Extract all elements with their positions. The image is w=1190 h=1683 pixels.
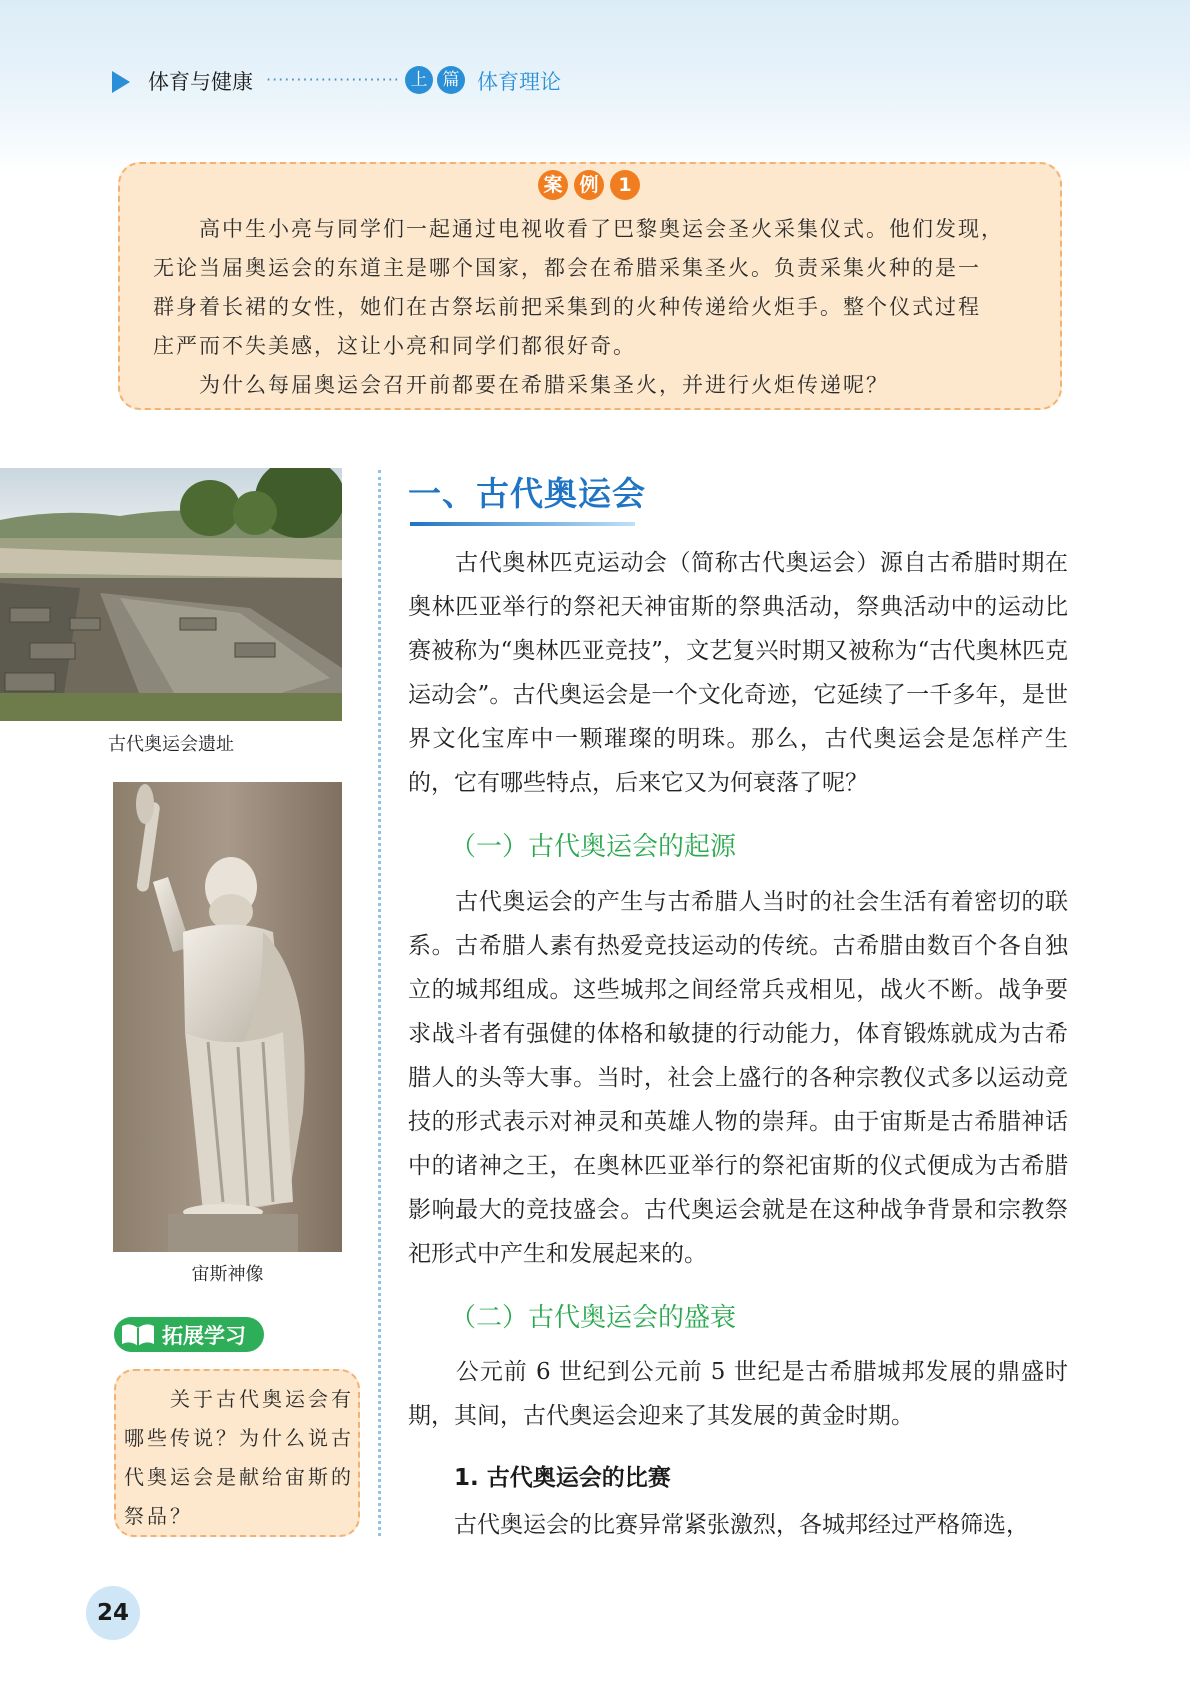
subsubsection-title: 1. 古代奥运会的比赛 (454, 1465, 671, 1491)
header-dots: ······················ (266, 70, 400, 89)
section-title: 一、古代奥运会 (408, 474, 646, 513)
book-title: 体育与健康 (148, 70, 253, 94)
case-label (538, 170, 640, 200)
case-line: 庄严而不失美感，这让小亮和同学们都很好奇。 (153, 334, 636, 358)
ancient-olympia-site-photo (0, 468, 342, 721)
play-arrow-icon (112, 71, 130, 93)
subsection-origin-text: 古代奥运会的产生与古希腊人当时的社会生活有着密切的联系。古希腊人素有热爱竞技运动的传统。古希腊由数百个各自独立的城邦组成。这些城邦之间经常兵戎相见，战火不断。战争要求战斗者有强健的体格和敏捷的行动能力，体育锻炼就成为古希腊人的头等大事。当时，社会上盛行的各种宗教仪式多以运动竞技的形式表示对神灵和英雄人物的崇拜。由于宙斯是古希腊神话中的诸神之王，在奥林匹亚举行的祭祀宙斯的仪式便成为古希腊影响最大的竞技盛会。古代奥运会就是在这种战争背景和宗教祭祀形式中产生和发展起来的。 (408, 889, 1068, 1267)
part-char-2: 篇 (437, 66, 465, 94)
open-book-icon (120, 1322, 156, 1348)
subsection-title-origin: （一）古代奥运会的起源 (450, 832, 737, 862)
page-number: 24 (86, 1586, 140, 1640)
site-caption: 古代奥运会遗址 (108, 734, 234, 755)
subsubsection-text: 古代奥运会的比赛异常紧张激烈，各城邦经过严格筛选， (408, 1512, 1029, 1538)
part-char-1: 上 (405, 66, 433, 94)
subsection-title-rise-fall: （二）古代奥运会的盛衰 (450, 1303, 737, 1333)
section-title-underline (410, 522, 635, 526)
case-line: 高中生小亮与同学们一起通过电视收看了巴黎奥运会圣火采集仪式。他们发现， (153, 217, 1004, 241)
extension-text: 关于古代奥运会有哪些传说？为什么说古代奥运会是献给宙斯的祭品？ (124, 1387, 354, 1528)
extension-badge-label: 拓展学习 (162, 1323, 246, 1348)
case-label-char: 案 (538, 170, 568, 200)
part-title: 体育理论 (477, 70, 561, 94)
case-question: 为什么每届奥运会召开前都要在希腊采集圣火，并进行火炬传递呢？ (153, 373, 889, 397)
zeus-statue-photo (113, 782, 342, 1252)
case-line: 无论当届奥运会的东道主是哪个国家，都会在希腊采集圣火。负责采集火种的是一 (153, 256, 981, 280)
column-divider (378, 470, 381, 1536)
extension-learning-badge (114, 1317, 264, 1352)
case-label-number: 1 (610, 170, 640, 200)
section-intro: 古代奥林匹克运动会（简称古代奥运会）源自古希腊时期在奥林匹亚举行的祭祀天神宙斯的祭典活动，祭典活动中的运动比赛被称为“奥林匹亚竞技”，文艺复兴时期又被称为“古代奥林匹克运动会”。古代奥运会是一个文化奇迹，它延续了一千多年，是世界文化宝库中一颗璀璨的明珠。那么，古代奥运会是怎样产生的，它有哪些特点，后来它又为何衰落了呢？ (408, 550, 1068, 796)
case-label-char: 例 (574, 170, 604, 200)
case-line: 群身着长裙的女性，她们在古祭坛前把采集到的火种传递给火炬手。整个仪式过程 (153, 295, 981, 319)
subsection-rise-fall-text: 公元前 6 世纪到公元前 5 世纪是古希腊城邦发展的鼎盛时期，其间，古代奥运会迎来了其发展的黄金时期。 (408, 1359, 1068, 1429)
zeus-caption: 宙斯神像 (191, 1264, 264, 1285)
